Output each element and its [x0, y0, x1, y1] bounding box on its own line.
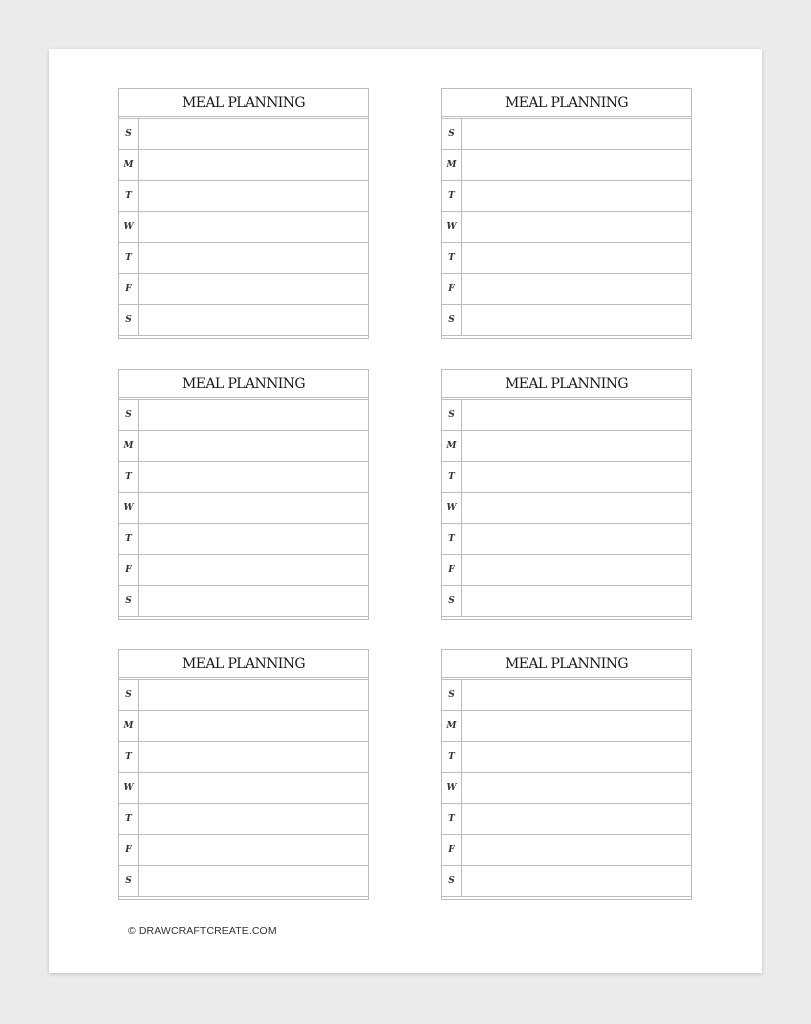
meal-entry-line — [139, 835, 368, 865]
day-row — [119, 773, 368, 804]
title-divider — [442, 397, 691, 398]
meal-entry-line — [462, 555, 691, 585]
day-row — [442, 773, 691, 804]
meal-entry-line — [139, 400, 368, 430]
day-letter: M — [442, 711, 462, 741]
title-divider — [442, 116, 691, 117]
day-row — [442, 212, 691, 243]
day-letter: S — [442, 400, 462, 430]
meal-entry-line — [462, 804, 691, 834]
day-letter: S — [442, 305, 462, 335]
day-rows — [119, 119, 368, 336]
meal-planning-card — [441, 369, 692, 620]
day-row — [119, 493, 368, 524]
day-letter: W — [119, 212, 139, 242]
meal-entry-line — [139, 804, 368, 834]
day-row — [119, 804, 368, 835]
card-title: MEAL PLANNING — [505, 95, 628, 111]
day-letter: S — [442, 680, 462, 710]
meal-entry-line — [462, 773, 691, 803]
meal-entry-line — [139, 462, 368, 492]
meal-entry-line — [139, 181, 368, 211]
meal-entry-line — [139, 866, 368, 896]
day-letter: W — [119, 493, 139, 523]
day-letter: T — [119, 181, 139, 211]
day-letter: S — [119, 119, 139, 149]
day-row — [442, 555, 691, 586]
day-letter: F — [119, 274, 139, 304]
day-letter: T — [442, 742, 462, 772]
title-divider — [119, 116, 368, 117]
day-letter: S — [442, 866, 462, 896]
title-divider — [119, 677, 368, 678]
meal-entry-line — [139, 586, 368, 616]
meal-entry-line — [462, 462, 691, 492]
day-row — [119, 462, 368, 493]
day-letter: T — [442, 243, 462, 273]
day-letter: M — [119, 431, 139, 461]
day-row — [442, 243, 691, 274]
day-row — [119, 274, 368, 305]
meal-entry-line — [462, 431, 691, 461]
day-letter: T — [119, 742, 139, 772]
meal-entry-line — [139, 493, 368, 523]
day-row — [442, 866, 691, 897]
day-row — [119, 711, 368, 742]
meal-entry-line — [462, 119, 691, 149]
day-letter: W — [119, 773, 139, 803]
meal-entry-line — [139, 773, 368, 803]
day-row — [119, 680, 368, 711]
day-row — [442, 431, 691, 462]
day-letter: M — [442, 431, 462, 461]
meal-planning-card — [118, 369, 369, 620]
day-row — [442, 680, 691, 711]
day-row — [119, 212, 368, 243]
meal-entry-line — [462, 274, 691, 304]
day-row — [442, 181, 691, 212]
day-letter: S — [119, 400, 139, 430]
meal-entry-line — [462, 524, 691, 554]
meal-entry-line — [139, 150, 368, 180]
day-letter: W — [442, 493, 462, 523]
day-row — [119, 150, 368, 181]
card-title: MEAL PLANNING — [182, 656, 305, 672]
day-row — [119, 305, 368, 336]
meal-entry-line — [139, 680, 368, 710]
day-row — [119, 866, 368, 897]
day-letter: T — [442, 524, 462, 554]
day-letter: T — [119, 524, 139, 554]
day-rows — [442, 119, 691, 336]
meal-planning-card — [441, 88, 692, 339]
meal-entry-line — [462, 680, 691, 710]
day-letter: M — [119, 711, 139, 741]
copyright-footer: © DRAWCRAFTCREATE.COM — [128, 925, 277, 937]
meal-entry-line — [462, 212, 691, 242]
day-row — [119, 555, 368, 586]
card-title: MEAL PLANNING — [505, 656, 628, 672]
meal-entry-line — [139, 524, 368, 554]
day-row — [442, 119, 691, 150]
day-letter: T — [119, 462, 139, 492]
day-row — [119, 400, 368, 431]
day-letter: F — [442, 835, 462, 865]
day-letter: F — [119, 555, 139, 585]
day-letter: W — [442, 212, 462, 242]
meal-entry-line — [462, 835, 691, 865]
meal-entry-line — [462, 243, 691, 273]
day-row — [119, 119, 368, 150]
card-title: MEAL PLANNING — [182, 95, 305, 111]
card-title: MEAL PLANNING — [182, 376, 305, 392]
title-divider — [119, 397, 368, 398]
meal-entry-line — [139, 555, 368, 585]
day-letter: M — [119, 150, 139, 180]
meal-entry-line — [462, 493, 691, 523]
title-divider — [442, 677, 691, 678]
day-letter: S — [119, 305, 139, 335]
meal-planning-card — [118, 649, 369, 900]
day-letter: S — [119, 866, 139, 896]
day-row — [442, 493, 691, 524]
meal-entry-line — [462, 400, 691, 430]
meal-entry-line — [139, 212, 368, 242]
day-row — [442, 711, 691, 742]
day-letter: T — [442, 181, 462, 211]
day-letter: S — [442, 119, 462, 149]
meal-entry-line — [139, 243, 368, 273]
day-row — [442, 524, 691, 555]
meal-entry-line — [139, 274, 368, 304]
day-rows — [119, 400, 368, 617]
meal-entry-line — [462, 586, 691, 616]
day-row — [119, 243, 368, 274]
card-title: MEAL PLANNING — [505, 376, 628, 392]
day-row — [442, 586, 691, 617]
day-letter: S — [442, 586, 462, 616]
meal-entry-line — [139, 742, 368, 772]
meal-planning-card — [118, 88, 369, 339]
day-letter: T — [119, 804, 139, 834]
day-row — [119, 181, 368, 212]
meal-entry-line — [139, 431, 368, 461]
day-row — [119, 524, 368, 555]
meal-planning-card — [441, 649, 692, 900]
day-row — [442, 150, 691, 181]
day-letter: T — [442, 462, 462, 492]
day-rows — [442, 680, 691, 897]
day-row — [442, 462, 691, 493]
day-rows — [442, 400, 691, 617]
day-letter: T — [119, 243, 139, 273]
meal-entry-line — [139, 711, 368, 741]
day-row — [442, 305, 691, 336]
meal-entry-line — [462, 711, 691, 741]
day-row — [119, 835, 368, 866]
day-letter: W — [442, 773, 462, 803]
day-row — [442, 400, 691, 431]
meal-entry-line — [462, 305, 691, 335]
day-letter: F — [442, 555, 462, 585]
meal-entry-line — [462, 150, 691, 180]
meal-entry-line — [139, 305, 368, 335]
day-row — [442, 274, 691, 305]
meal-entry-line — [462, 866, 691, 896]
day-row — [442, 804, 691, 835]
day-letter: F — [119, 835, 139, 865]
printable-page — [49, 49, 762, 973]
day-letter: F — [442, 274, 462, 304]
meal-entry-line — [462, 742, 691, 772]
day-letter: T — [442, 804, 462, 834]
day-row — [119, 431, 368, 462]
meal-entry-line — [462, 181, 691, 211]
day-row — [442, 835, 691, 866]
day-letter: S — [119, 680, 139, 710]
day-rows — [119, 680, 368, 897]
day-letter: S — [119, 586, 139, 616]
day-row — [119, 586, 368, 617]
day-row — [442, 742, 691, 773]
meal-entry-line — [139, 119, 368, 149]
day-row — [119, 742, 368, 773]
day-letter: M — [442, 150, 462, 180]
